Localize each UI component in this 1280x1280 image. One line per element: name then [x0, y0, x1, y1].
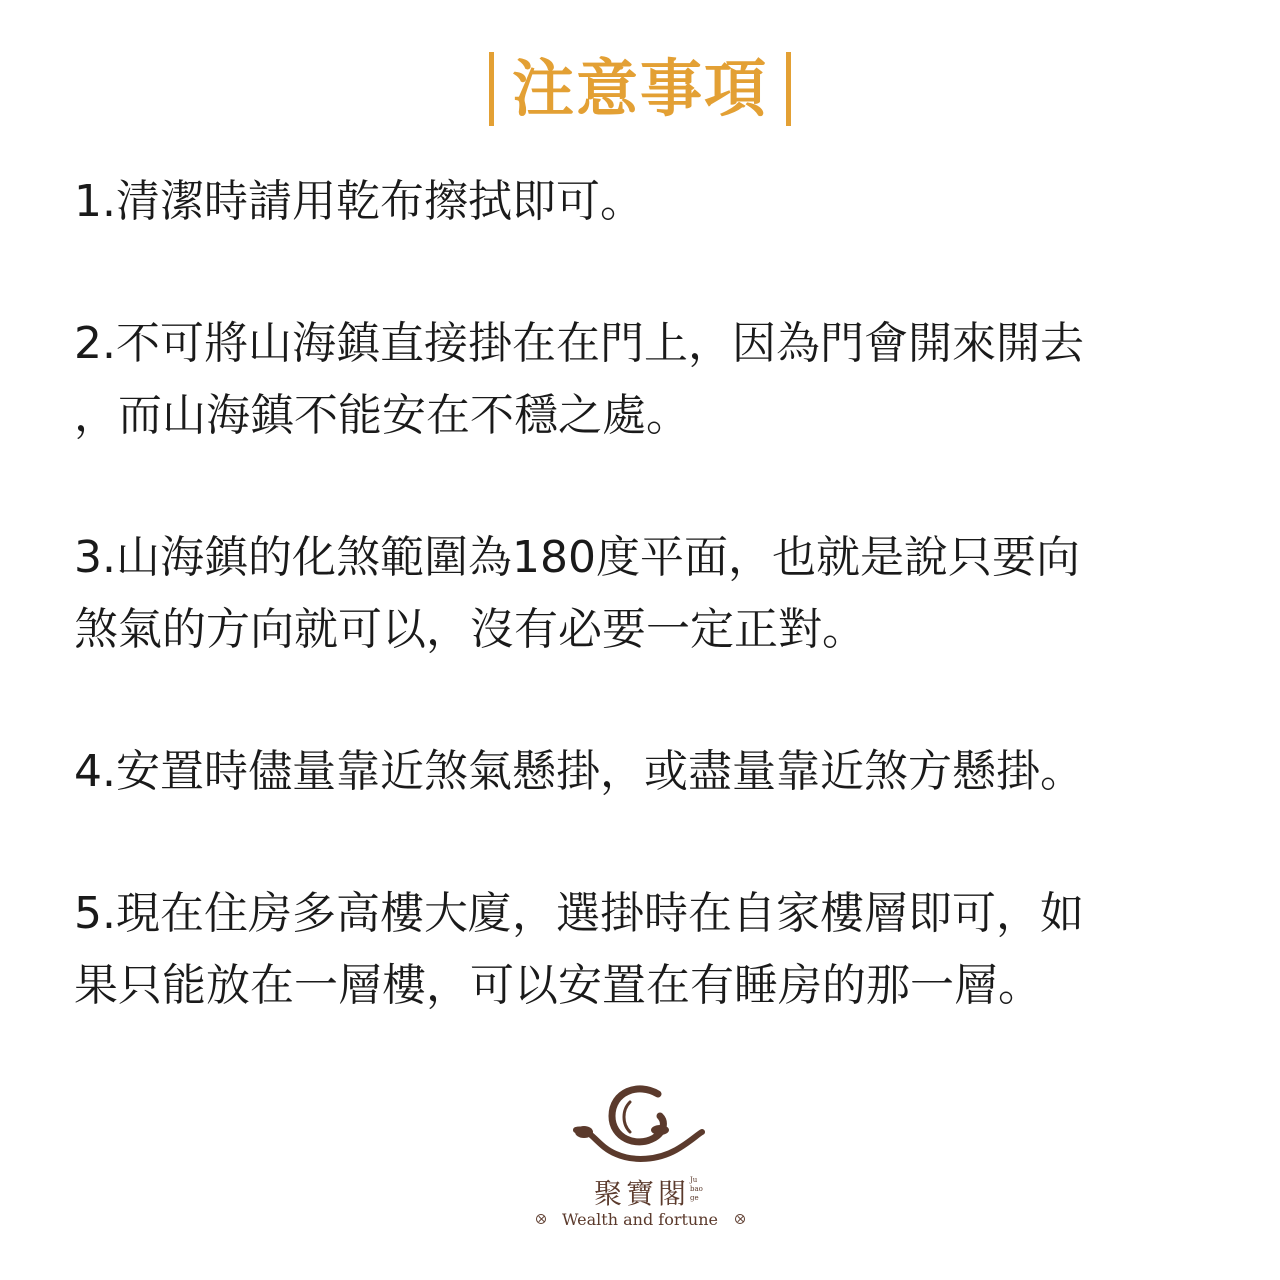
- notice-item-2: 2.不可將山海鎮直接掛在在門上，因為門會開來開去 ，而山海鎮不能安在不穩之處。: [74, 318, 1084, 441]
- title-right-bars: [782, 52, 795, 126]
- tagline-right-ornament-icon: [735, 1214, 745, 1224]
- notice-item-4: 4.安置時儘量靠近煞氣懸掛，或盡量靠近煞方懸掛。: [74, 746, 1084, 797]
- title-left-bars: [485, 52, 498, 126]
- brand-romanized: Ju bao ge: [690, 1176, 703, 1202]
- notice-item-5: 5.現在住房多高樓大廈，選掛時在自家樓層即可，如 果只能放在一層樓，可以安置在有睡房的那一層。: [74, 888, 1084, 1011]
- brand-name-cn: 聚寶閣: [594, 1177, 691, 1210]
- notice-item-3: 3.山海鎮的化煞範圍為180度平面，也就是說只要向 煞氣的方向就可以，沒有必要一定正對。: [74, 532, 1080, 655]
- title-bar: [786, 52, 791, 126]
- brand-tagline: Wealth and fortune: [562, 1210, 718, 1229]
- notice-list: [74, 166, 1224, 1022]
- notice-item-1: 1.清潔時請用乾布擦拭即可。: [74, 176, 644, 227]
- header: [0, 52, 1280, 126]
- title-bar: [489, 52, 494, 126]
- page-title: 注意事項: [511, 52, 768, 125]
